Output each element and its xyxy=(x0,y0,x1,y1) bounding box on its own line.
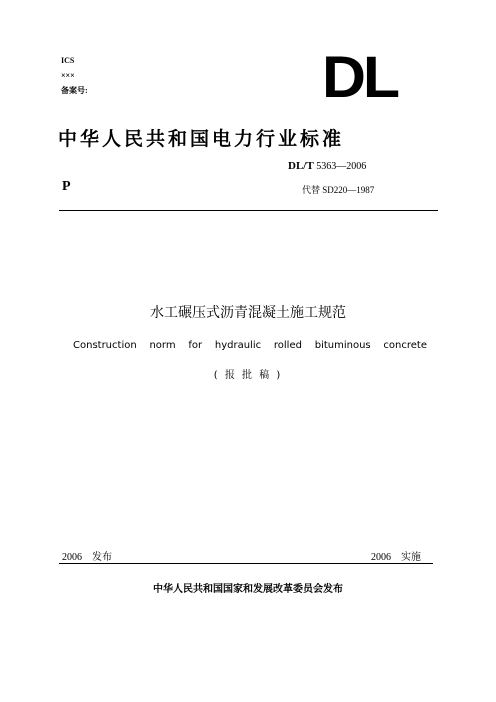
issue-label: 发布 xyxy=(92,552,112,563)
issue-year: 2006 xyxy=(62,552,82,563)
impl-label: 实施 xyxy=(401,552,421,563)
implementation-date xyxy=(371,548,421,563)
standard-code-prefix: DL/T xyxy=(288,160,314,172)
issue-date xyxy=(62,548,112,563)
title-en-word: concrete xyxy=(383,340,427,351)
document-title-cn: 水工碾压式沥青混凝土施工规范 xyxy=(150,305,346,321)
document-title-en xyxy=(73,340,427,351)
ics-value: ××× xyxy=(61,71,75,80)
dl-logo: DL xyxy=(322,45,397,110)
page-title: 中华人民共和国电力行业标准 xyxy=(58,128,345,150)
ics-label: ICS xyxy=(61,56,75,65)
standard-code xyxy=(288,160,366,172)
footer-divider xyxy=(59,563,433,564)
record-number-label: 备案号: xyxy=(61,86,88,95)
header-divider xyxy=(59,210,438,211)
standard-code-number: 5363—2006 xyxy=(316,161,367,172)
draft-status: ( 报 批 稿 ) xyxy=(213,370,283,381)
title-en-word: norm xyxy=(149,340,176,351)
title-en-word: hydraulic xyxy=(214,340,262,351)
impl-year: 2006 xyxy=(371,552,391,563)
title-en-word: Construction xyxy=(73,340,137,351)
title-en-word: bituminous xyxy=(314,340,371,351)
replaces-note: 代替 SD220—1987 xyxy=(302,185,375,195)
category-letter: P xyxy=(62,179,71,194)
publisher: 中华人民共和国国家和发展改革委员会发布 xyxy=(153,584,343,595)
title-en-word: rolled xyxy=(273,340,302,351)
title-en-word: for xyxy=(188,340,203,351)
